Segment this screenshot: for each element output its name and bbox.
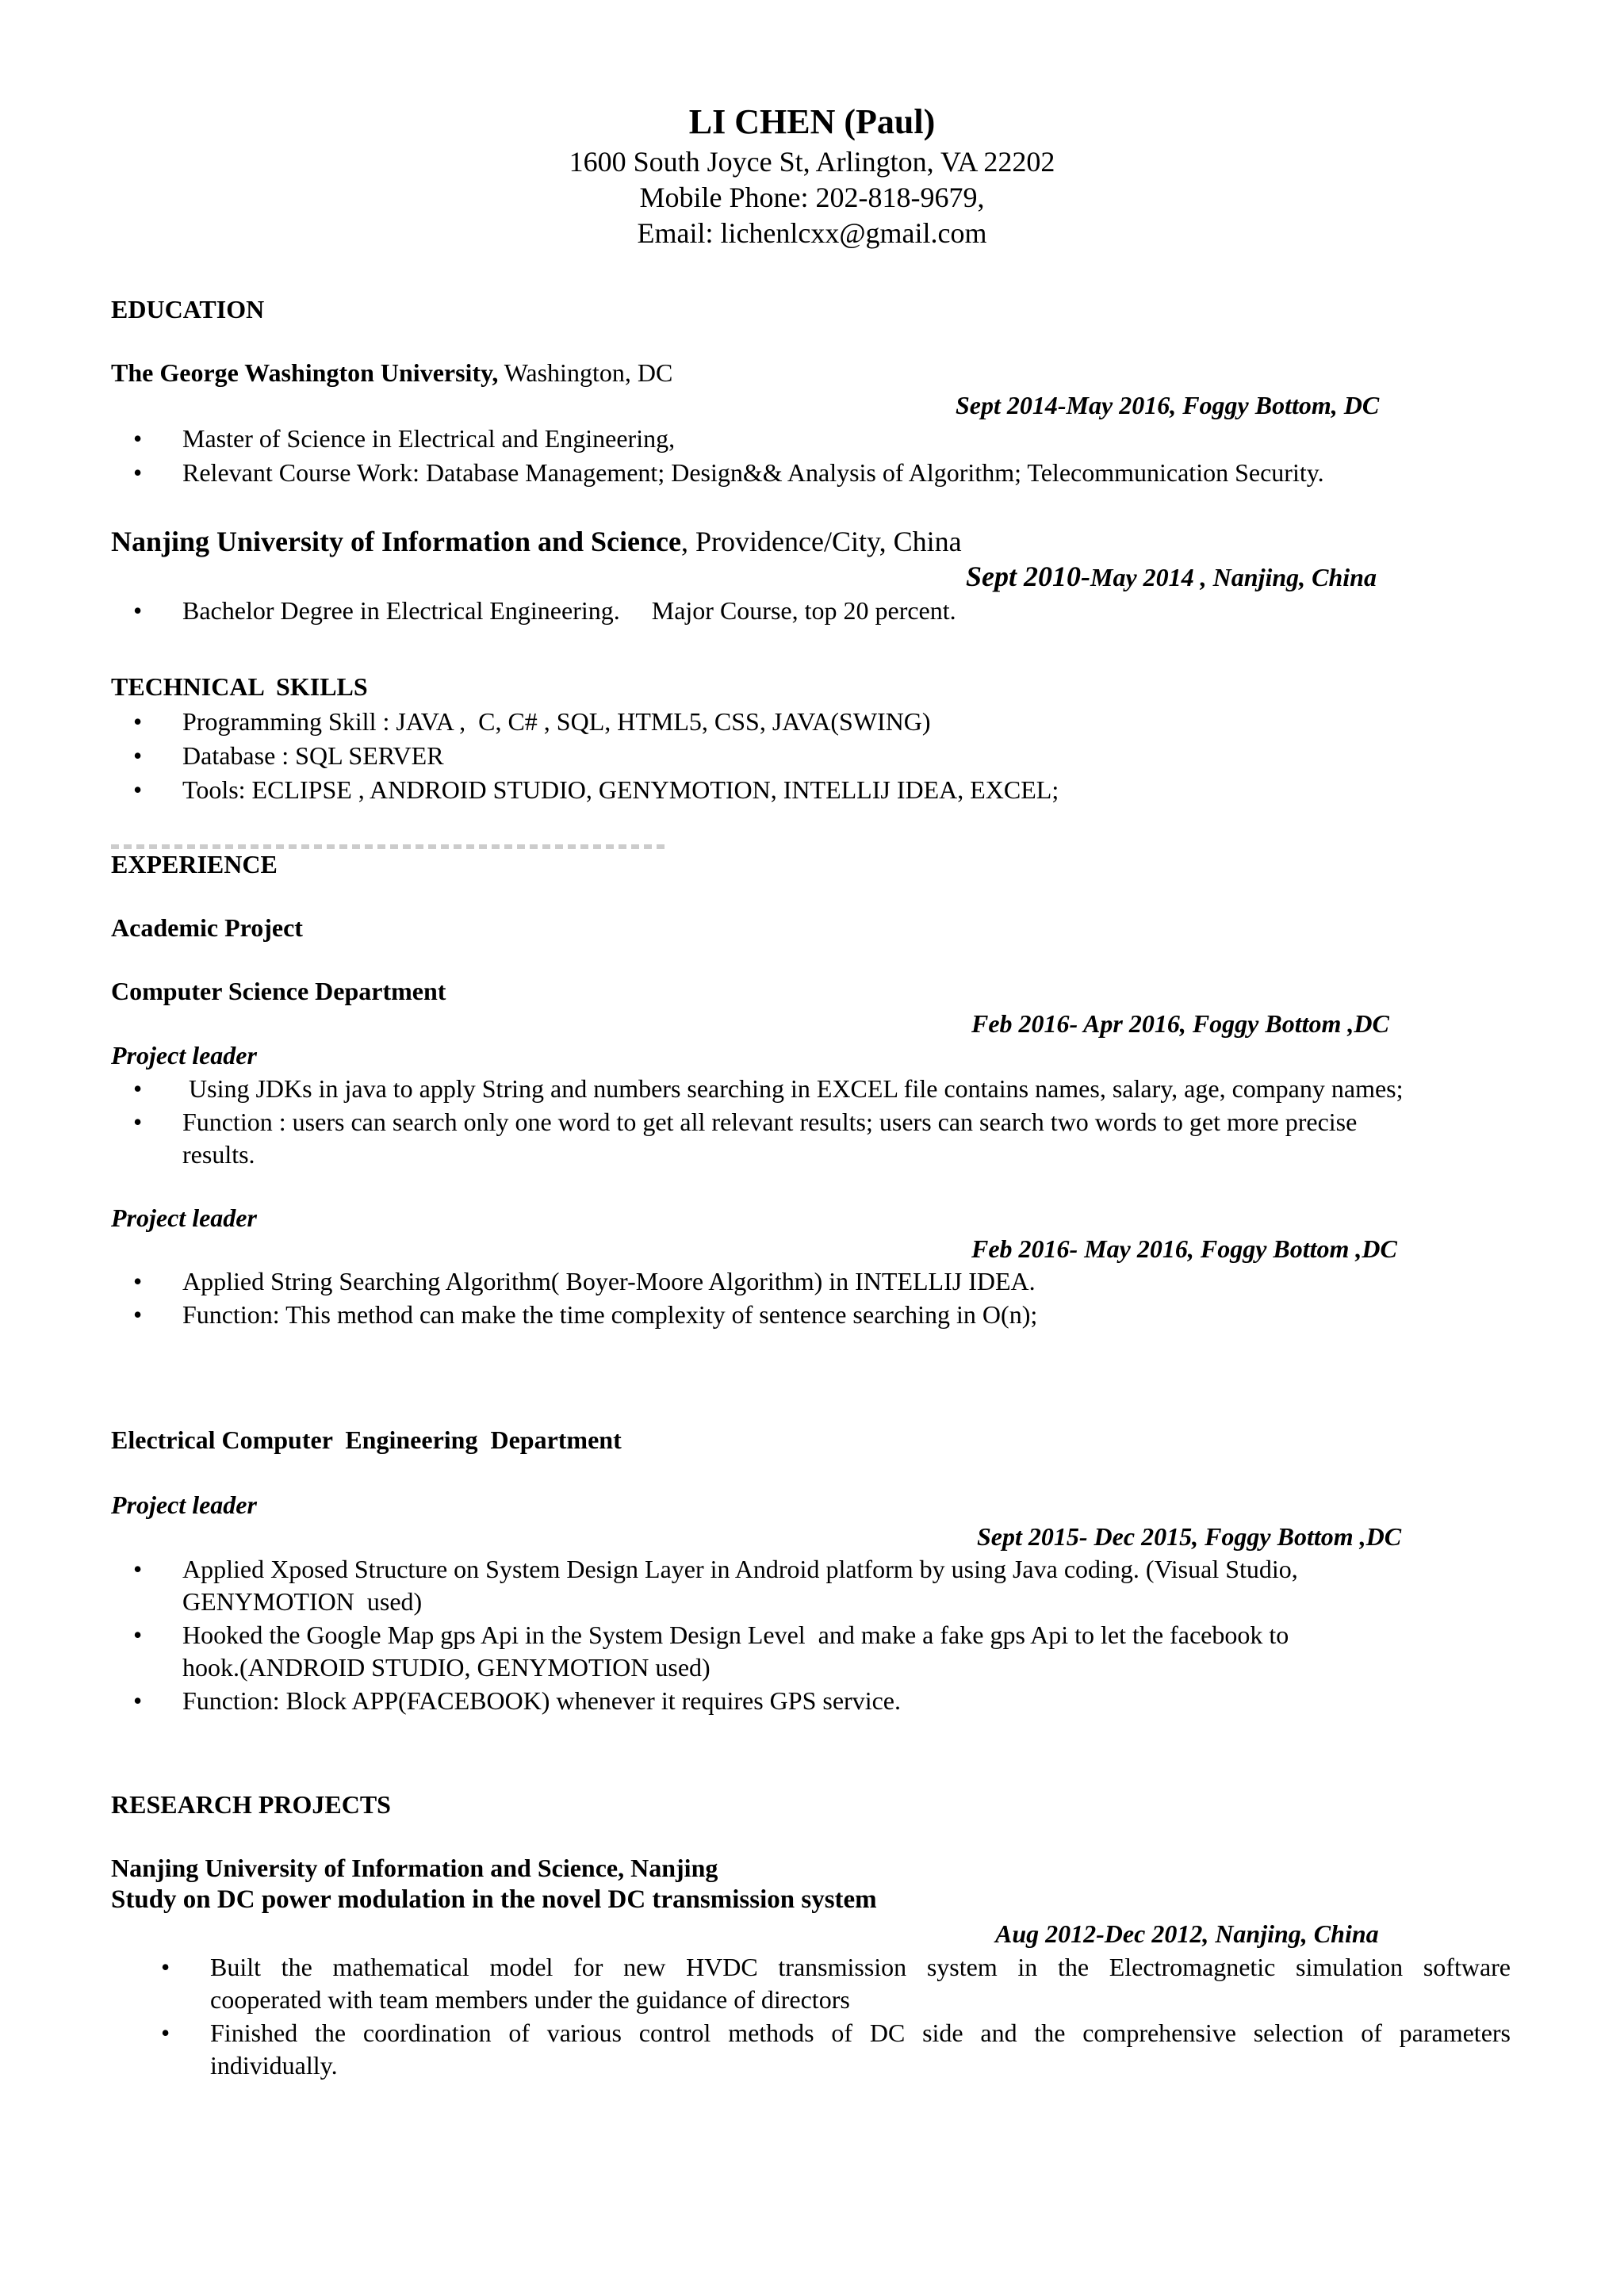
bullet-icon: • xyxy=(133,707,143,736)
bullet-continuation: individually. xyxy=(210,2051,338,2080)
project2-role: Project leader xyxy=(111,1203,257,1232)
gwu-school: The George Washington University, xyxy=(111,358,499,387)
education-heading: EDUCATION xyxy=(111,295,265,323)
research-title: Study on DC power modulation in the novel DC transmission system xyxy=(111,1885,877,1914)
bullet-icon: • xyxy=(133,741,143,770)
gwu-date: Sept 2014-May 2016, Foggy Bottom, DC xyxy=(956,391,1380,419)
bullet-icon: • xyxy=(161,2019,170,2047)
bullet-icon: • xyxy=(133,775,143,804)
experience-heading: EXPERIENCE xyxy=(111,850,278,878)
bullet-icon: • xyxy=(133,1686,143,1715)
scan-artifact xyxy=(111,844,666,849)
project2-date: Feb 2016- May 2016, Foggy Bottom ,DC xyxy=(971,1234,1397,1263)
research-heading: RESEARCH PROJECTS xyxy=(111,1790,391,1819)
gwu-line xyxy=(111,358,672,388)
bullet-icon: • xyxy=(133,458,143,487)
bullet-icon: • xyxy=(133,1555,143,1583)
bullet-continuation: hook.(ANDROID STUDIO, GENYMOTION used) xyxy=(182,1653,710,1682)
bullet-icon: • xyxy=(133,596,143,625)
bullet-icon: • xyxy=(133,1074,143,1103)
address: 1600 South Joyce St, Arlington, VA 22202 xyxy=(569,146,1055,178)
dept-cs-heading: Computer Science Department xyxy=(111,977,446,1005)
bullet-icon: • xyxy=(133,1108,143,1136)
bullet-continuation: GENYMOTION used) xyxy=(182,1587,423,1616)
research-date: Aug 2012-Dec 2012, Nanjing, China xyxy=(995,1919,1379,1948)
bullet-icon: • xyxy=(161,1953,170,1981)
bullet-icon: • xyxy=(133,424,143,453)
email: Email: lichenlcxx@gmail.com xyxy=(637,217,987,249)
candidate-name: LI CHEN (Paul) xyxy=(688,102,936,141)
nuist-location: , Providence/City, China xyxy=(681,526,962,557)
bullet-icon: • xyxy=(133,1621,143,1649)
bullet-continuation: results. xyxy=(182,1140,255,1169)
project1-role: Project leader xyxy=(111,1041,257,1070)
resume-page: LI CHEN (Paul) 1600 South Joyce St, Arlington, VA 22202 Mobile Phone: 202-818-9679, Email: lichenlcxx@gmail.com EDUCATION The George Washington University, Washington, DC Sept 2014-May 2016, Foggy Bottom, DC • Master of Science in Electrical and Engineering, • Relevant Course Work: Database Management; Design&& Analysis of Algorithm; Telecommunication Security. Nanjing University of Information and Science, Providence/City, China Sept 2010-May 2014 , Nanjing, China • Bachelor Degree in Electrical Engineering. Major Course, top 20 percent. TECHNICAL SKILLS • Programming Skill : JAVA , C, C# , SQL, HTML5, CSS, JAVA(SWING) • Database : SQL SERVER • Tools: ECLIPSE , ANDROID STUDIO, GENYMOTION, INTELLIJ IDEA, EXCEL; EXPERIENCE Academic Project Computer Science Department Feb 2016- Apr 2016, Foggy Bottom ,DC Project leader • Using JDKs in java to apply String and numbers searching in EXCEL file contains names, salary, age, company names; • Function : users can search only one word to get all relevant results; users can search two words to get more precise results. Project leader Feb 2016- May 2016, Foggy Bottom ,DC • Applied String Searching Algorithm( Boyer-Moore Algorithm) in INTELLIJ IDEA. • Function: This method can make the time complexity of sentence searching in O(n); Electrical Computer Engineering Department Project leader Sept 2015- Dec 2015, Foggy Bottom ,DC • Applied Xposed Structure on System Design Layer in Android platform by using Java coding. (Visual Studio, GENYMOTION used) • Hooked the Google Map gps Api in the System Design Level and make a fake gps Api to let the facebook to hook.(ANDROID STUDIO, GENYMOTION used) • Function: Block APP(FACEBOOK) whenever it requires GPS service. RESEARCH PROJECTS Nanjing University of Information and Science, Nanjing Study on DC power modulation in the novel DC transmission system Aug 2012-Dec 2012, Nanjing, China • Built the mathematical model for new HVDC transmission system in the Electromagnetic simulation software cooperated with team members under the guidance of directors • Finished the coordination of various control methods of DC side and the comprehensive selection of parameters individually. xyxy=(0,0,1624,2296)
project3-date: Sept 2015- Dec 2015, Foggy Bottom ,DC xyxy=(977,1522,1402,1551)
project3-role: Project leader xyxy=(111,1490,257,1519)
gwu-location: Washington, DC xyxy=(498,358,673,387)
nuist-line xyxy=(111,525,962,558)
bullet-continuation: cooperated with team members under the guidance of directors xyxy=(210,1985,850,2014)
bullet-icon: • xyxy=(133,1267,143,1295)
research-org: Nanjing University of Information and Science, Nanjing xyxy=(111,1854,718,1882)
bullet-icon: • xyxy=(133,1300,143,1329)
project1-date: Feb 2016- Apr 2016, Foggy Bottom ,DC xyxy=(971,1009,1389,1038)
skills-heading: TECHNICAL SKILLS xyxy=(111,672,368,701)
phone: Mobile Phone: 202-818-9679, xyxy=(639,182,985,213)
academic-project-subheading: Academic Project xyxy=(111,913,303,942)
nuist-school: Nanjing University of Information and Science xyxy=(111,526,681,557)
dept-ece-heading: Electrical Computer Engineering Department xyxy=(111,1425,622,1454)
nuist-date: Sept 2010-May 2014 , Nanjing, China xyxy=(966,561,1377,592)
